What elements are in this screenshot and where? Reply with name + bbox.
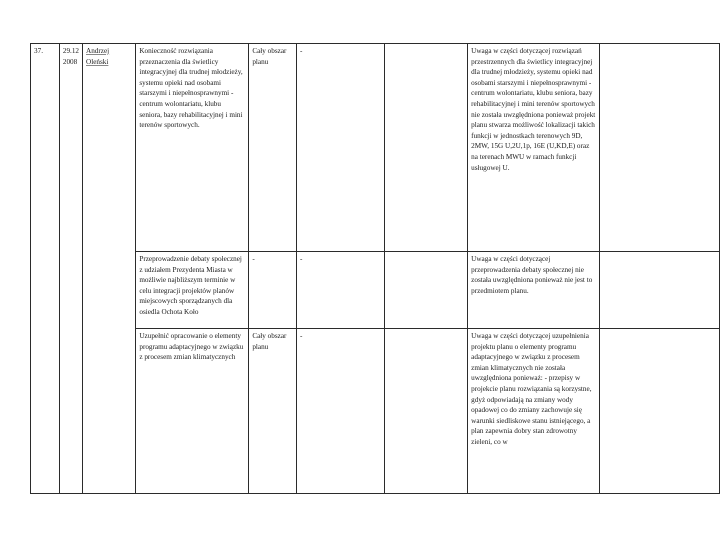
col-empty-3b xyxy=(384,329,467,494)
col-empty-1b xyxy=(384,44,467,252)
request-text-1: Konieczność rozwiązania przeznaczenia dla świetlicy integracyjnej dla trudnej młodzieży, systemu opieki nad osobami starszymi i niepełnosprawnymi - centrum wolontariatu, klubu seniora, bazy rehabilitacyjnej i mini terenów sportowych. xyxy=(136,44,249,252)
col-dash-3: - xyxy=(296,329,384,494)
area-text-3: Cały obszar planu xyxy=(249,329,297,494)
col-dash-2: - xyxy=(296,252,384,329)
date-day-month: 29.12 xyxy=(62,47,80,55)
row-author xyxy=(83,44,136,494)
col-empty-1: - xyxy=(296,44,384,252)
trailing-col-3 xyxy=(600,329,720,494)
resolution-note-1: Uwaga w części dotyczącej rozwiązań przestrzennych dla świetlicy integracyjnej dla trudnej młodzieży, systemu opieki nad osobami starszymi i niepełnosprawnymi - centrum wolontariatu, klubu seniora, bazy rehabilitacyjnej i mini terenów sportowych nie została uwzględniona ponieważ projekt planu stwarza możliwość lokalizacji takich funkcji w jednostkach terenowych 9D, 2MW, 15G U,2U,1p, 16E (U,KD,E) oraz na terenach MWU w ramach funkcji usługowej U. xyxy=(468,44,600,252)
remarks-table xyxy=(30,43,720,494)
resolution-note-3: Uwaga w części dotyczącej uzupełnienia projektu planu o elementy programu adaptacyjnego w związku z procesem zmian klimatycznych nie została uwzględniona ponieważ: - przepisy w projekcie planu rozwiązania są korzystne, gdyż odpowiadają na zmiany wody opadowej co do zmiany zachowuje się warunki siedliskowe stanu istniejącego, a plan zapewnia dobry stan zdrowotny zieleni, co w xyxy=(468,329,600,494)
area-text-2: - xyxy=(249,252,297,329)
row-number: 37. xyxy=(31,44,60,494)
col-empty-2b xyxy=(384,252,467,329)
area-text-1: Cały obszar planu xyxy=(249,44,297,252)
request-text-3: Uzupełnić opracowanie o elementy programu adaptacyjnego w związku z procesem zmian klimatycznych xyxy=(136,329,249,494)
resolution-note-2: Uwaga w części dotyczącej przeprowadzenia debaty społecznej nie została uwzględniona ponieważ nie jest to przedmiotem planu. xyxy=(468,252,600,329)
author-name: Andrzej Oleński xyxy=(86,47,110,66)
row-date xyxy=(59,44,82,494)
table-row xyxy=(31,44,720,252)
date-year: 2008 xyxy=(62,57,78,66)
request-text-2: Przeprowadzenie debaty społecznej z udziałem Prezydenta Miasta w możliwie najbliższym terminie w celu integracji projektów planów miejscowych sporządzanych dla osiedla Ochota Koło xyxy=(136,252,249,329)
trailing-col-2 xyxy=(600,252,720,329)
trailing-col-1 xyxy=(600,44,720,252)
